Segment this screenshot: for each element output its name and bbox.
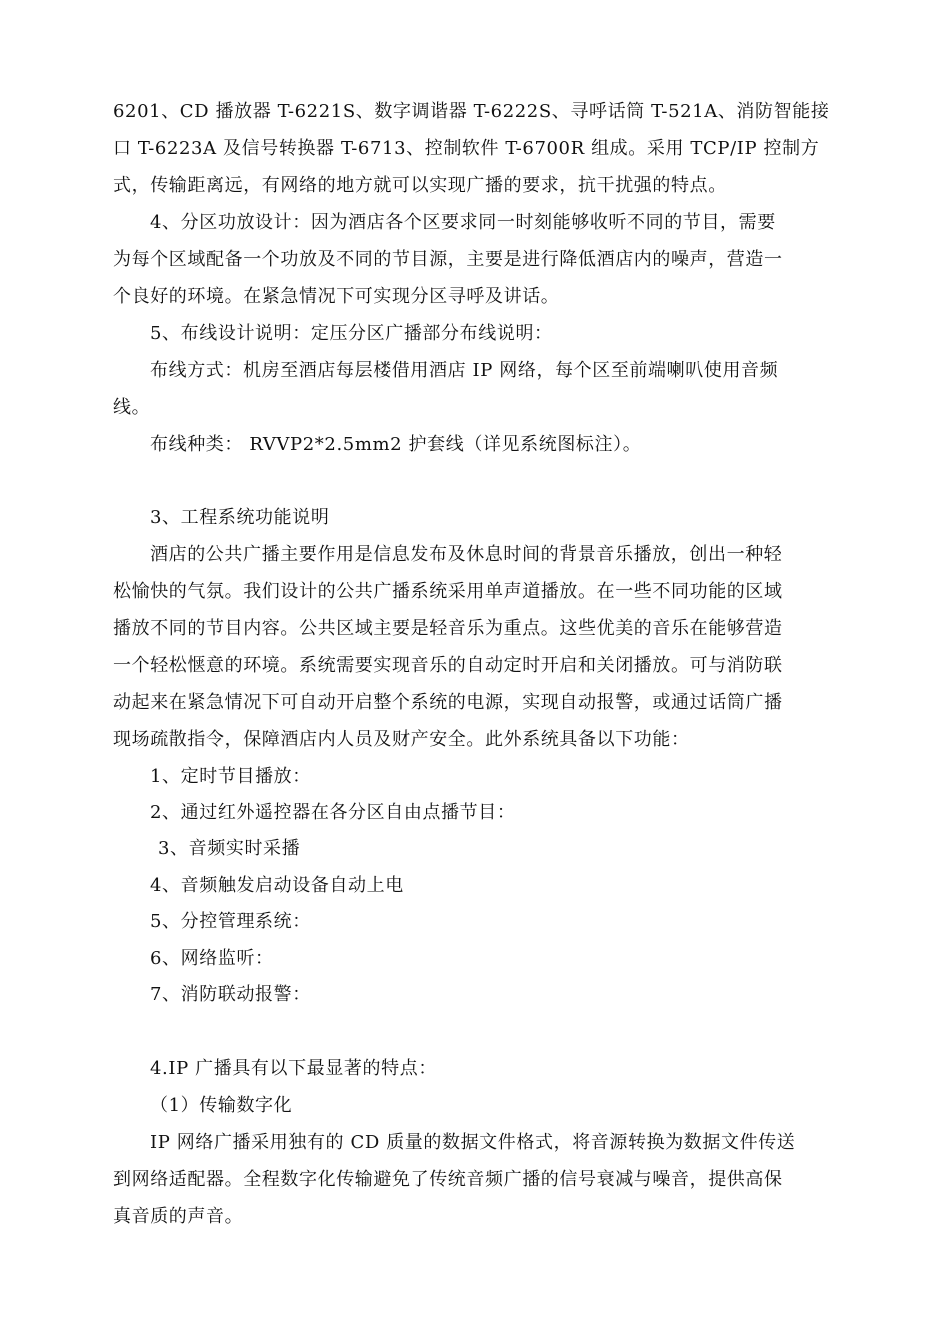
paragraph-line: 个良好的环境。在紧急情况下可实现分区寻呼及讲话。 — [113, 286, 560, 307]
paragraph-line: 酒店的公共广播主要作用是信息发布及休息时间的背景音乐播放，创出一种轻 — [150, 544, 783, 565]
paragraph-line: 式，传输距离远，有网络的地方就可以实现广播的要求，抗干扰强的特点。 — [113, 175, 727, 196]
section-heading: 4、分区功放设计：因为酒店各个区要求同一时刻能够收听不同的节目，需要 — [150, 212, 776, 233]
paragraph-line: IP 网络广播采用独有的 CD 质量的数据文件格式，将音源转换为数据文件传送 — [150, 1132, 796, 1153]
list-item: 6、网络监听： — [150, 948, 274, 969]
section-title: 3、工程系统功能说明 — [150, 507, 330, 528]
paragraph-line: 布线方式：机房至酒店每层楼借用酒店 IP 网络，每个区至前端喇叭使用音频 — [150, 360, 779, 381]
paragraph-line: 布线种类： RVVP2*2.5mm2 护套线（详见系统图标注）。 — [150, 434, 642, 455]
section-title: 4.IP 广播具有以下最显著的特点： — [150, 1058, 437, 1079]
paragraph-line: 动起来在紧急情况下可自动开启整个系统的电源，实现自动报警，或通过话筒广播 — [113, 692, 783, 713]
list-item: 2、通过红外遥控器在各分区自由点播节目： — [150, 802, 516, 823]
list-item: 4、音频触发启动设备自动上电 — [150, 875, 404, 896]
paragraph-line: 为每个区域配备一个功放及不同的节目源，主要是进行降低酒店内的噪声，营造一 — [113, 249, 783, 270]
paragraph-line: 松愉快的气氛。我们设计的公共广播系统采用单声道播放。在一些不同功能的区域 — [113, 581, 783, 602]
paragraph-line: 到网络适配器。全程数字化传输避免了传统音频广播的信号衰减与噪音，提供高保 — [113, 1169, 783, 1190]
paragraph-line: 现场疏散指令，保障酒店内人员及财产安全。此外系统具备以下功能： — [113, 729, 690, 750]
paragraph-line: 口 T-6223A 及信号转换器 T-6713、控制软件 T-6700R 组成。采用 TCP/IP 控制方 — [113, 138, 820, 159]
list-item: 5、分控管理系统： — [150, 911, 311, 932]
section-heading: 5、布线设计说明：定压分区广播部分布线说明： — [150, 323, 553, 344]
list-item: 7、消防联动报警： — [150, 984, 311, 1005]
paragraph-line: 6201、CD 播放器 T-6221S、数字调谐器 T-6222S、寻呼话筒 T-521A、消防智能接 — [113, 101, 830, 122]
subsection-title: （1）传输数字化 — [150, 1095, 293, 1116]
list-item: 1、定时节目播放： — [150, 766, 311, 787]
paragraph-line: 线。 — [113, 397, 151, 418]
paragraph-line: 播放不同的节目内容。公共区域主要是轻音乐为重点。这些优美的音乐在能够营造 — [113, 618, 783, 639]
list-item: 3、音频实时采播 — [158, 838, 301, 859]
paragraph-line: 真音质的声音。 — [113, 1206, 244, 1227]
paragraph-line: 一个轻松惬意的环境。系统需要实现音乐的自动定时开启和关闭播放。可与消防联 — [113, 655, 783, 676]
